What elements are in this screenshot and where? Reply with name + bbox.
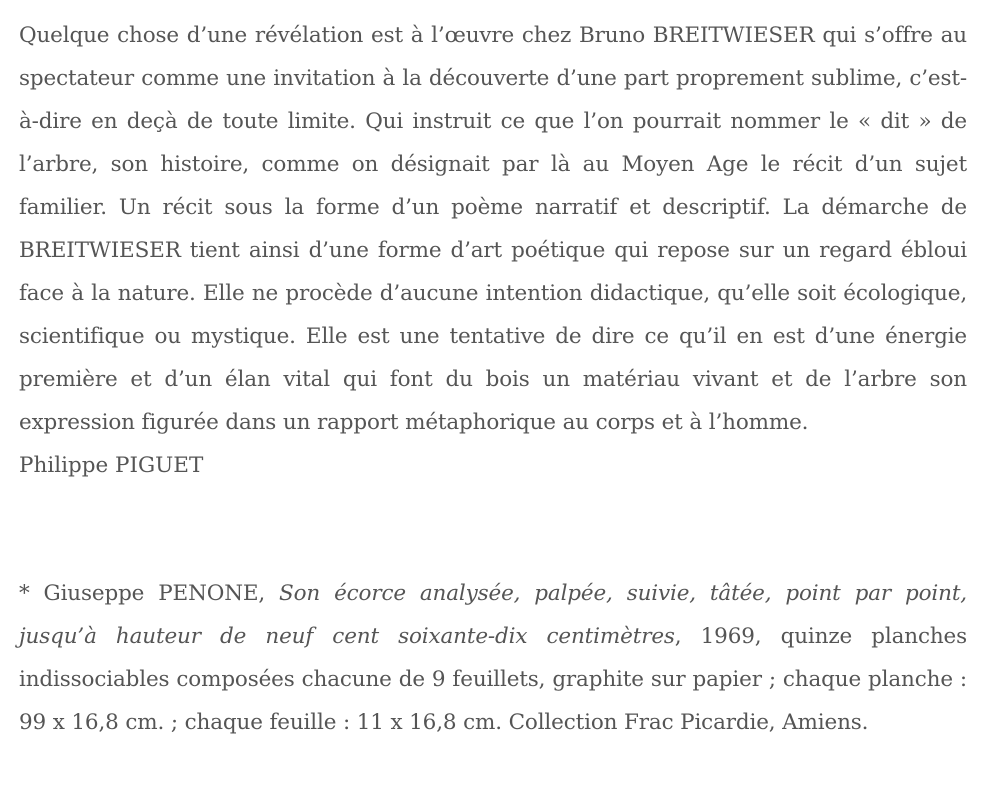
footnote	[19, 572, 967, 744]
footnote-artist: * Giuseppe PENONE,	[19, 581, 280, 606]
footnote-work-title: Son écorce analysée, palpée, suivie, tâtée, point par point, jusqu’à hauteur de neuf cent soixante-dix centimètres	[19, 581, 967, 649]
essay-paragraph: Quelque chose d’une révélation est à l’œuvre chez Bruno BREITWIESER qui s’offre au spectateur comme une invitation à la découverte d’une part proprement sublime, c’est-à-dire en deçà de toute limite. Qui instruit ce que l’on pourrait nommer le « dit » de l’arbre, son histoire, comme on désignait par là au Moyen Age le récit d’un sujet familier. Un récit sous la forme d’un poème narratif et descriptif. La démarche de BREITWIESER tient ainsi d’une forme d’art poétique qui repose sur un regard ébloui face à la nature. Elle ne procède d’aucune intention didactique, qu’elle soit écologique, scientifique ou mystique. Elle est une tentative de dire ce qu’il en est d’une énergie première et d’un élan vital qui font du bois un matériau vivant et de l’arbre son expression figurée dans un rapport métaphorique au corps et à l’homme.	[19, 23, 967, 435]
footnote-details: , 1969, quinze planches indissociables composées chacune de 9 feuillets, graphite sur papier ; chaque planche : 99 x 16,8 cm. ; chaque feuille : 11 x 16,8 cm. Collection Frac Picardie, Amiens.	[19, 624, 967, 735]
author-signature: Philippe PIGUET	[19, 453, 204, 478]
essay-text-block	[19, 14, 967, 487]
